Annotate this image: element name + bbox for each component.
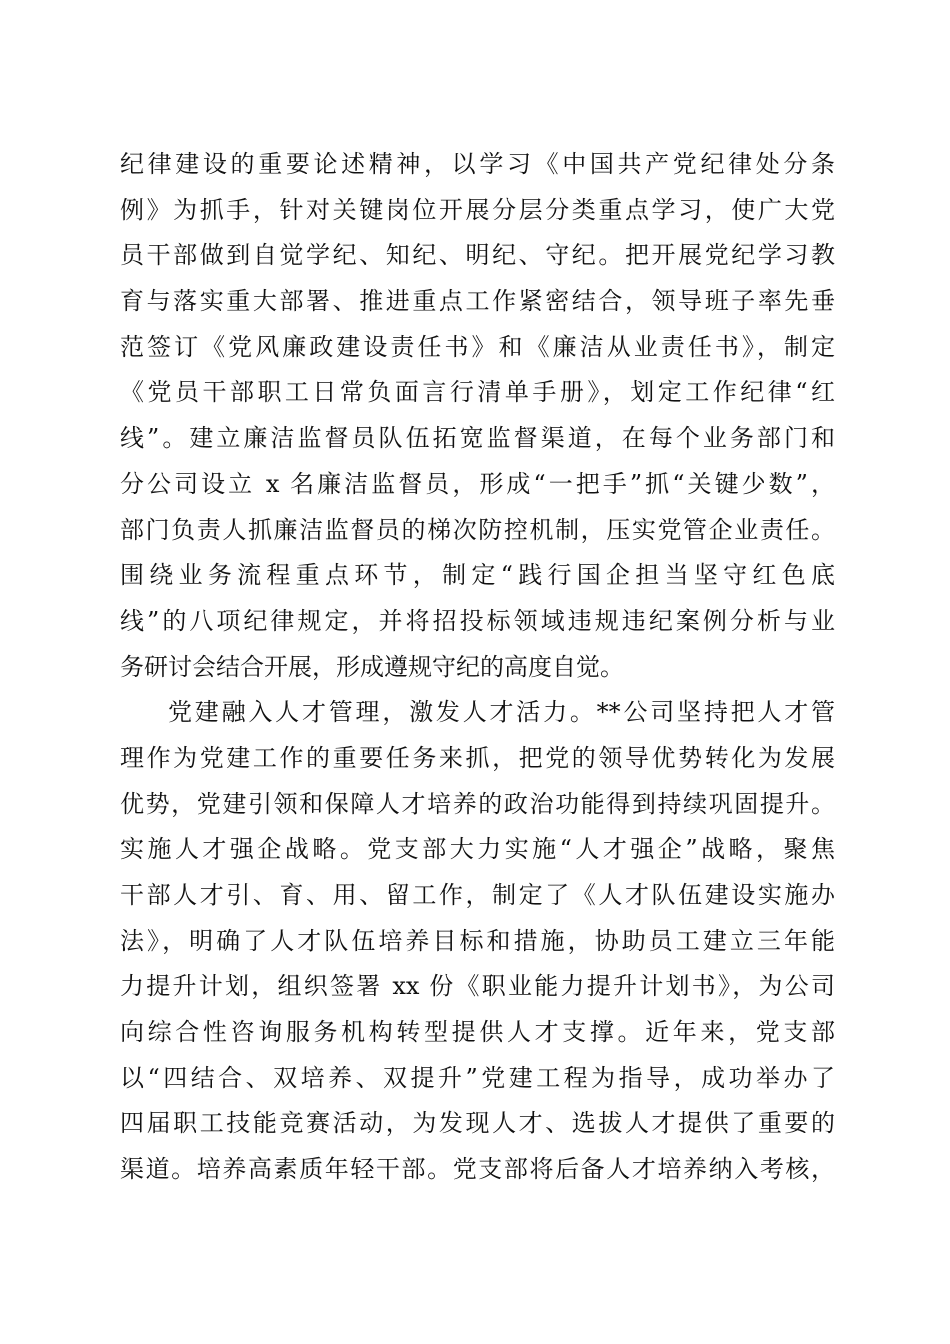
text-line: 以“四结合、双培养、双提升”党建工程为指导，成功举办了 [120, 1063, 835, 1092]
text-line: 干部人才引、育、用、留工作，制定了《人才队伍建设实施办 [120, 881, 835, 909]
text-line: 优势，党建引领和保障人才培养的政治功能得到持续巩固提升。 [120, 789, 835, 818]
text-line: 四届职工技能竞赛活动，为发现人才、选拔人才提供了重要的 [120, 1109, 835, 1138]
text-line: 员干部做到自觉学纪、知纪、明纪、守纪。把开展党纪学习教 [120, 241, 835, 270]
text-line: 线”。建立廉洁监督员队伍拓宽监督渠道，在每个业务部门和 [120, 424, 835, 453]
text-line: 围绕业务流程重点环节，制定“践行国企担当坚守红色底 [120, 561, 835, 590]
text-line: 法》，明确了人才队伍培养目标和措施，协助员工建立三年能 [120, 926, 835, 955]
text-line: 《党员干部职工日常负面言行清单手册》，划定工作纪律“红 [120, 378, 835, 407]
text-line: 范签订《党风廉政建设责任书》和《廉洁从业责任书》，制定 [120, 332, 835, 361]
text-line: 分公司设立 x 名廉洁监督员，形成“一把手”抓“关键少数”， [120, 469, 835, 498]
text-line: 纪律建设的重要论述精神，以学习《中国共产党纪律处分条 [120, 150, 835, 178]
text-line: 理作为党建工作的重要任务来抓，把党的领导优势转化为发展 [120, 743, 835, 772]
document-body [120, 142, 835, 1193]
paragraph-heading-line: 党建融入人才管理，激发人才活力。**公司坚持把人才管 [168, 698, 835, 727]
text-line: 力提升计划，组织签署 xx 份《职业能力提升计划书》，为公司 [120, 972, 835, 1001]
text-line: 向综合性咨询服务机构转型提供人才支撑。近年来，党支部 [120, 1018, 835, 1047]
text-line: 部门负责人抓廉洁监督员的梯次防控机制，压实党管企业责任。 [120, 515, 835, 544]
text-line: 务研讨会结合开展，形成遵规守纪的高度自觉。 [120, 652, 624, 681]
text-line: 育与落实重大部署、推进重点工作紧密结合，领导班子率先垂 [120, 287, 835, 316]
text-line: 渠道。培养高素质年轻干部。党支部将后备人才培养纳入考核， [120, 1155, 835, 1184]
text-line: 例》为抓手，针对关键岗位开展分层分类重点学习，使广大党 [120, 195, 835, 224]
text-line: 线”的八项纪律规定，并将招投标领域违规违纪案例分析与业 [120, 606, 835, 635]
text-line: 实施人才强企战略。党支部大力实施“人才强企”战略，聚焦 [120, 835, 835, 864]
